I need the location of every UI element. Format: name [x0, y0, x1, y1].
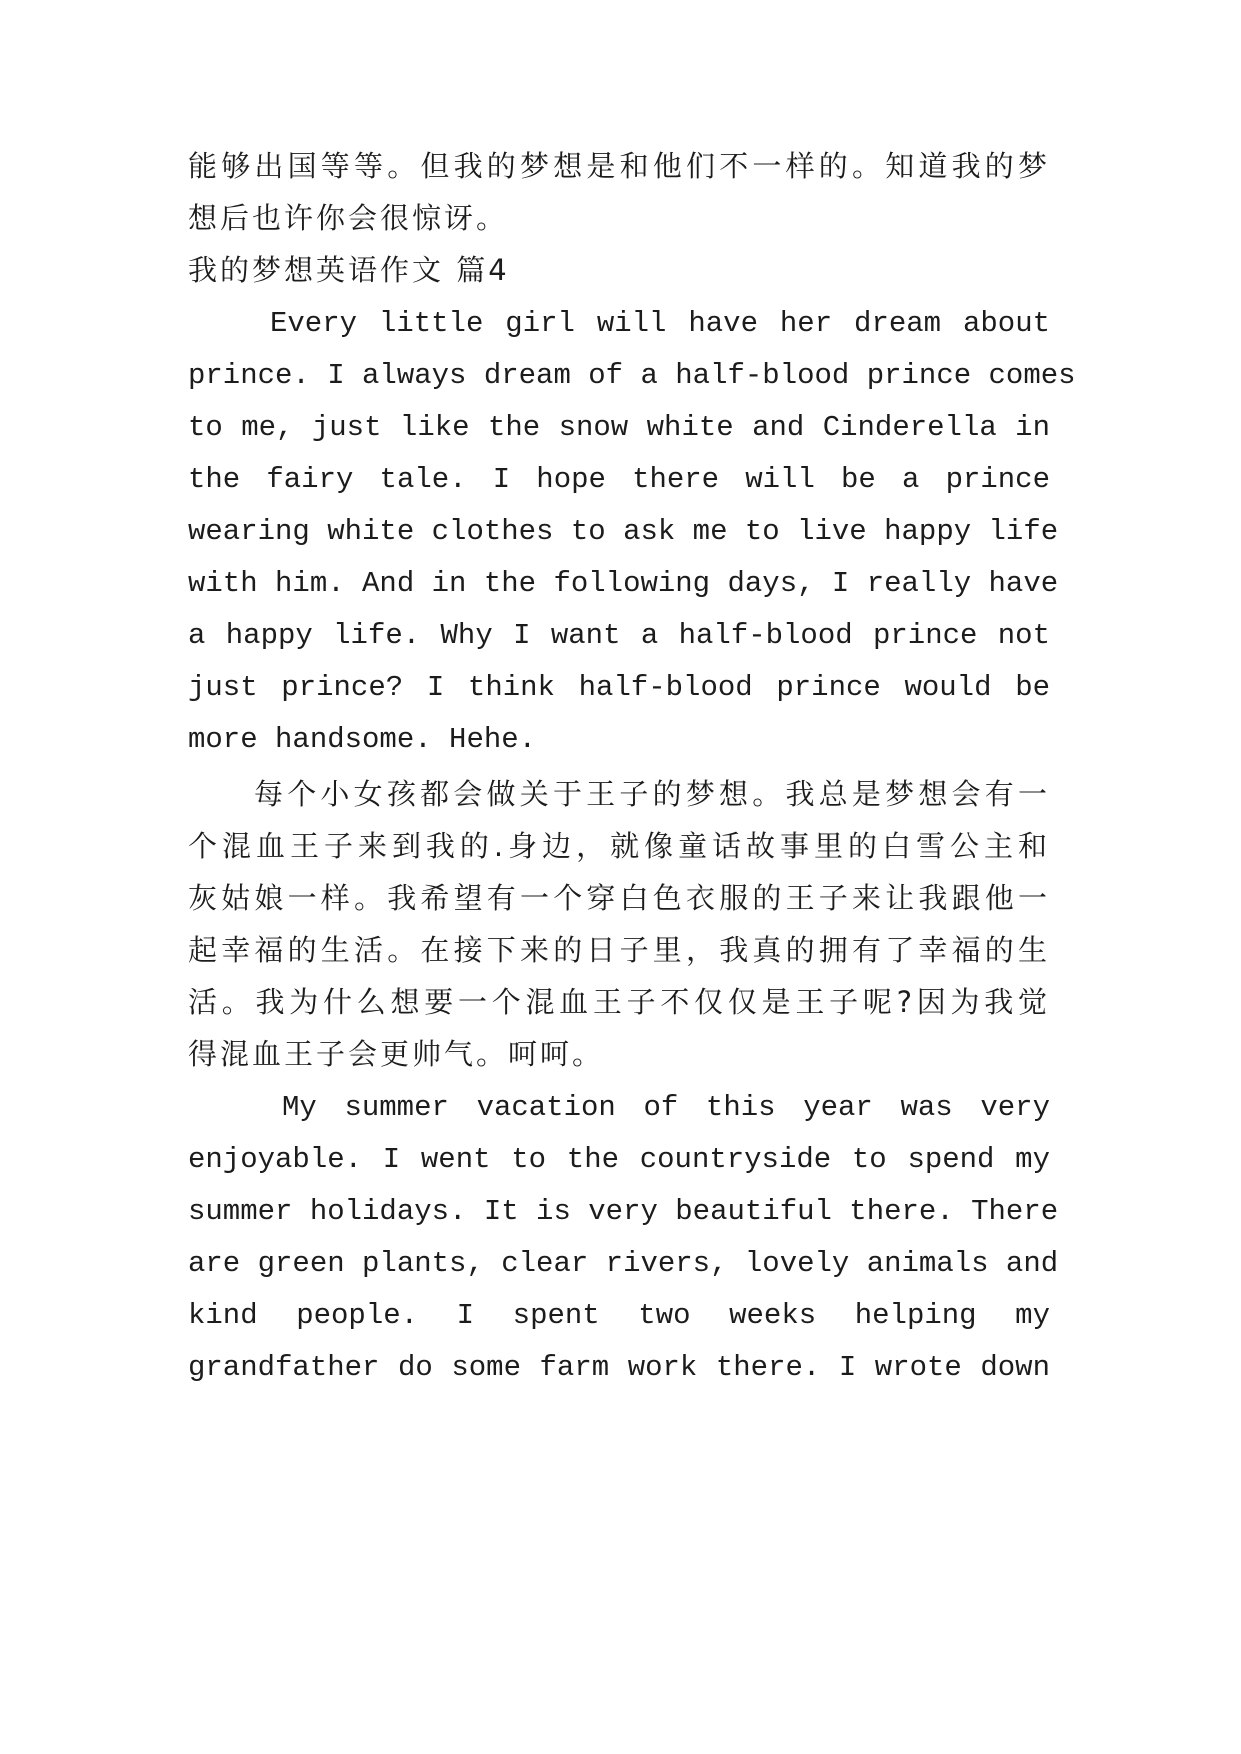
text-line: just prince? I think half-blood prince would be [188, 671, 1050, 704]
text-line: to me, just like the snow white and Cinderella in [188, 411, 1050, 444]
text-line: 起幸福的生活。在接下来的日子里，我真的拥有了幸福的生 [188, 933, 1050, 967]
text-line: Every little girl will have her dream about [270, 307, 1050, 340]
text-line: kind people. I spent two weeks helping my [188, 1299, 1050, 1332]
text-line: wearing white clothes to ask me to live happy life [188, 515, 1059, 548]
text-line: 活。我为什么想要一个混血王子不仅仅是王子呢?因为我觉 [188, 985, 1050, 1019]
text-line: are green plants, clear rivers, lovely animals and [188, 1247, 1059, 1280]
text-line: enjoyable. I went to the countryside to spend my [188, 1143, 1050, 1176]
text-line: 灰姑娘一样。我希望有一个穿白色衣服的王子来让我跟他一 [188, 881, 1050, 915]
text-line: 得混血王子会更帅气。呵呵。 [188, 1037, 605, 1071]
text-line: My summer vacation of this year was very [282, 1091, 1050, 1124]
text-line: 每个小女孩都会做关于王子的梦想。我总是梦想会有一 [254, 777, 1050, 811]
text-line: prince. I always dream of a half-blood prince comes [188, 359, 1076, 392]
text-line: 个混血王子来到我的.身边，就像童话故事里的白雪公主和 [188, 829, 1050, 863]
text-line: more handsome. Hehe. [188, 723, 537, 756]
text-line: 能够出国等等。但我的梦想是和他们不一样的。知道我的梦 [188, 149, 1050, 183]
text-line: with him. And in the following days, I really have [188, 567, 1059, 600]
text-line: summer holidays. It is very beautiful there. There [188, 1195, 1059, 1228]
text-line: the fairy tale. I hope there will be a prince [188, 463, 1050, 496]
text-line: grandfather do some farm work there. I wrote down [188, 1351, 1050, 1384]
text-line: 想后也许你会很惊讶。 [188, 201, 509, 235]
text-line: a happy life. Why I want a half-blood prince not [188, 619, 1050, 652]
section-heading: 我的梦想英语作文 篇4 [188, 253, 510, 287]
